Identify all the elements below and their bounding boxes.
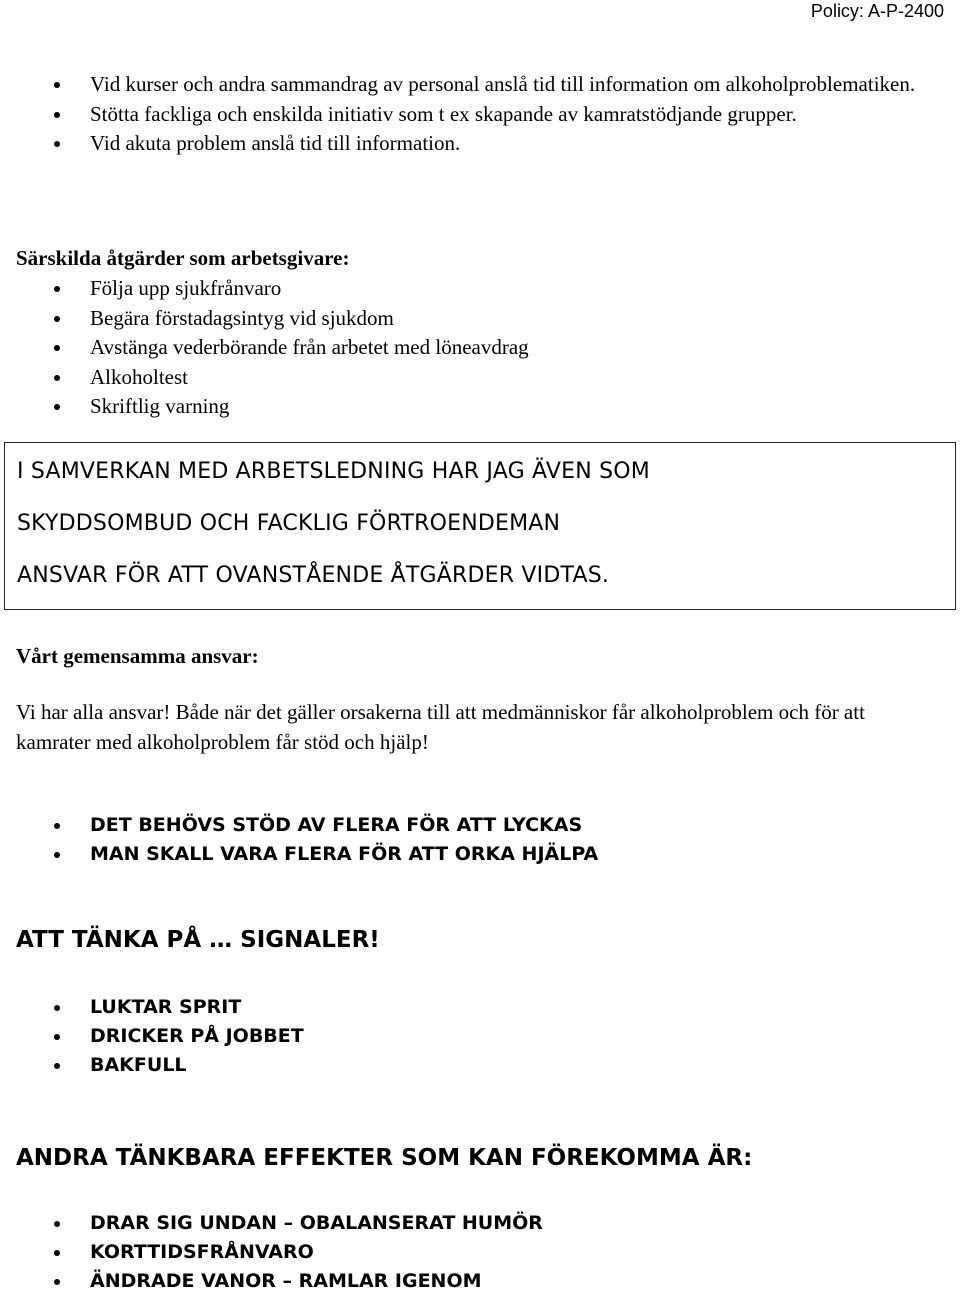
signals-heading: ATT TÄNKA PÅ … SIGNALER!: [16, 927, 380, 953]
list-item: DRAR SIG UNDAN – OBALANSERAT HUMÖR: [16, 1209, 944, 1238]
policy-id: Policy: A-P-2400: [810, 1, 944, 21]
list-item: Avstänga vederbörande från arbetet med löneavdrag: [16, 333, 944, 363]
list-item: MAN SKALL VARA FLERA FÖR ATT ORKA HJÄLPA: [16, 840, 944, 869]
list-item: Följa upp sjukfrånvaro: [16, 274, 944, 304]
notice-line: ANSVAR FÖR ATT OVANSTÅENDE ÅTGÄRDER VIDTAS.: [17, 563, 610, 588]
effects-section: [16, 1209, 944, 1296]
effects-heading: ANDRA TÄNKBARA EFFEKTER SOM KAN FÖREKOMMA ÄR:: [16, 1145, 753, 1171]
signals-list: [16, 993, 944, 1080]
list-item: KORTTIDSFRÅNVARO: [16, 1238, 944, 1267]
shared-responsibility-section: [16, 641, 944, 757]
intro-list: [16, 70, 944, 159]
signals-section: [16, 993, 944, 1080]
list-item: Stötta fackliga och enskilda initiativ som t ex skapande av kamratstödjande grupper.: [16, 100, 944, 130]
employer-measures-list: [16, 274, 944, 422]
list-item: LUKTAR SPRIT: [16, 993, 944, 1022]
boxed-notice: [4, 442, 956, 610]
list-item: DET BEHÖVS STÖD AV FLERA FÖR ATT LYCKAS: [16, 811, 944, 840]
support-list-section: [16, 811, 944, 869]
list-item: Skriftlig varning: [16, 392, 944, 422]
list-item: ÄNDRADE VANOR – RAMLAR IGENOM: [16, 1267, 944, 1296]
list-item: Begära förstadagsintyg vid sjukdom: [16, 304, 944, 334]
support-list: [16, 811, 944, 869]
effects-list: [16, 1209, 944, 1296]
employer-measures-section: [16, 243, 944, 422]
list-item: BAKFULL: [16, 1051, 944, 1080]
list-item: DRICKER PÅ JOBBET: [16, 1022, 944, 1051]
list-item: Vid kurser och andra sammandrag av personal anslå tid till information om alkoholproblematiken.: [16, 70, 944, 100]
shared-responsibility-heading: Vårt gemensamma ansvar:: [16, 644, 259, 668]
intro-list-section: [16, 70, 944, 159]
notice-line: SKYDDSOMBUD OCH FACKLIG FÖRTROENDEMAN: [17, 511, 561, 536]
list-item: Alkoholtest: [16, 363, 944, 393]
list-item: Vid akuta problem anslå tid till information.: [16, 129, 944, 159]
notice-line: I SAMVERKAN MED ARBETSLEDNING HAR JAG ÄVEN SOM: [17, 459, 650, 484]
shared-responsibility-paragraph: Vi har alla ansvar! Både när det gäller orsakerna till att medmänniskor får alkoholproblem och för att kamrater med alkoholproblem får stöd och hjälp!: [16, 700, 865, 754]
employer-measures-heading: Särskilda åtgärder som arbetsgivare:: [16, 246, 350, 270]
